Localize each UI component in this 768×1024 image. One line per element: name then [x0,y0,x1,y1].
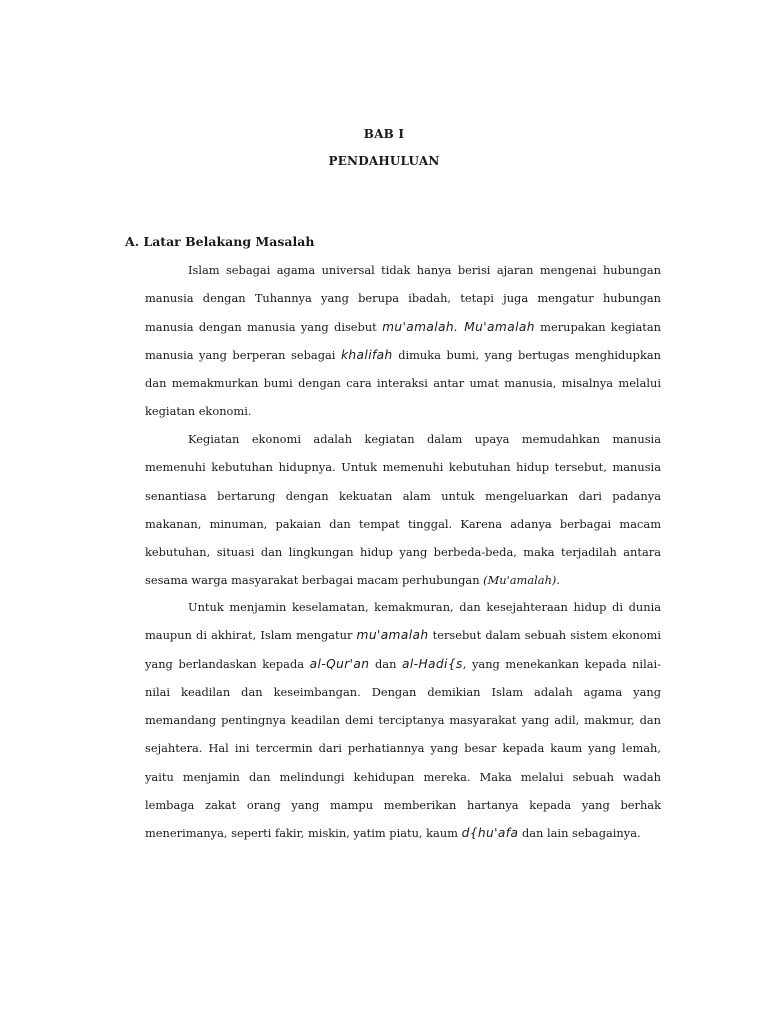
paragraph-text-segment: tersebut dalam sebuah sistem ekonomi yang berlandaskan kepada [145,628,661,671]
paragraph-text-segment: merupakan kegiatan manusia yang berperan sebagai [145,319,661,362]
paragraph-text-segment: Islam sebagai agama universal tidak hanya berisi ajaran mengenai hubungan manusia dengan Tuhannya yang berupa ibadah, tetapi juga mengatur hubungan manusia dengan manusia yang disebut [145,263,661,334]
paragraph-3 [145,593,661,848]
paragraph-text-segment: Kegiatan ekonomi adalah kegiatan dalam upaya memudahkan manusia memenuhi kebutuhan hidupnya. Untuk memenuhi kebutuhan hidup tersebut, manusia senantiasa bertarung dengan kekuatan alam untuk mengeluarkan dari padanya makanan, minuman, pakaian dan tempat tinggal. Karena adanya berbagai macam kebutuhan, situasi dan lingkungan hidup yang berbeda-beda, maka terjadilah antara sesama warga masyarakat berbagai macam perhubungan [145,432,661,588]
paragraph-text-segment: (Mu'amalah). [483,573,560,588]
paragraph-text-segment: al-Hadi{s [402,656,463,671]
paragraph-text-segment: Untuk menjamin keselamatan, kemakmuran, dan kesejahteraan hidup di dunia maupun di akhirat, Islam mengatur [145,600,661,643]
paragraph-text-segment: mu'amalah. Mu'amalah [382,319,535,334]
section-title: A. Latar Belakang Masalah [125,234,315,249]
paragraph-text-segment: mu'amalah [356,628,429,643]
paragraph-text-segment: dimuka bumi, yang bertugas menghidupkan dan memakmurkan bumi dengan cara interaksi antar umat manusia, misalnya melalui kegiatan ekonomi. [145,347,661,419]
chapter-title: PENDAHULUAN [328,154,440,168]
paragraph-text-segment: al-Qur'an [309,656,370,671]
paragraph-text-segment: , yang menekankan kepada nilai-nilai keadilan dan keseimbangan. Dengan demikian Islam adalah agama yang memandang pentingnya keadilan demi terciptanya masyarakat yang adil, makmur, dan sejahtera. Hal ini tercermin dari perhatiannya yang besar kepada kaum yang lemah, yaitu menjamin dan melindungi kehidupan mereka. Maka melalui sebuah wadah lembaga zakat orang yang mampu memberikan hartanya kepada yang berhak menerimanya, seperti fakir, miskin, yatim piatu, kaum [145,656,662,841]
paragraph-text-segment: d{hu'afa [461,826,519,841]
paragraph-1 [145,256,661,426]
paragraph-text-segment: dan [369,656,403,671]
paragraph-text-segment: khalifah [340,347,393,362]
chapter-number: BAB I [363,127,405,141]
paragraph-text-segment: dan lain sebagainya. [518,826,641,841]
paragraph-2 [145,425,661,595]
